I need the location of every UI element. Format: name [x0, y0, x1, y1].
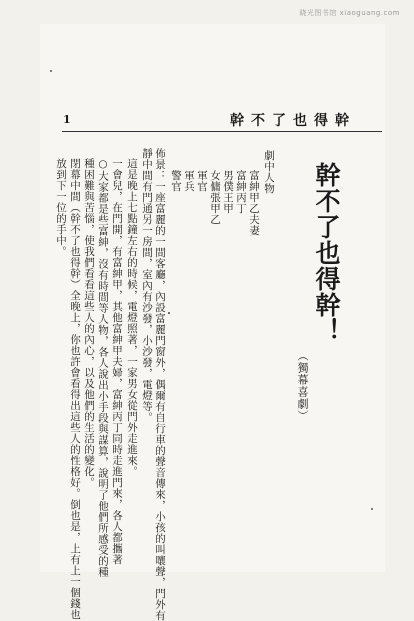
cast-heading: 劇中人物	[263, 150, 275, 194]
cast-item: 警官	[170, 170, 182, 192]
print-speck	[371, 508, 373, 510]
stage-direction-line: 放到下一位的手中。	[55, 158, 67, 257]
play-subtitle: （獨幕喜劇）	[296, 350, 309, 422]
cast-item: 富紳甲乙夫妻	[248, 170, 260, 236]
stage-direction-line: 一會兒，在門開，有富紳甲，其他富紳甲夫婦，富紳丙丁同時走進門來，各人都攜著	[111, 158, 123, 565]
cast-item: 軍官	[196, 170, 208, 192]
play-title: 幹不了也得幹！	[312, 162, 341, 344]
stage-direction-line: 種困難與苦惱，使我們看看這些人的內心，以及他們的生活的變化。	[83, 158, 95, 488]
stage-direction-line: 靜中間有門通另一房間，室內有沙發，小沙發，電燈等。	[141, 148, 153, 423]
print-speck	[50, 70, 52, 72]
header-rule	[62, 131, 382, 132]
cast-item: 女傭張甲乙	[209, 170, 221, 225]
page-number: 1	[63, 113, 71, 126]
watermark: 晓光图书馆 xiaoguang.com	[299, 9, 400, 17]
cast-item: 男僕王甲	[222, 170, 234, 214]
running-header: 幹不了也得幹	[230, 113, 356, 129]
stage-direction-line: ○大家都是些富紳，沒有時間等人物，各人說出小手段與謀算，說明了他們所感受的種	[97, 158, 109, 578]
stage-direction-line: 這是晚上七點鐘左右的時候，電燈照著，一家男女從門外走進來。	[126, 158, 138, 477]
stage-direction-line: 閉幕中間（幹不了也得幹）全晚上，你也許會看得出這些人的性格好。倒也是，上有上一個錢也	[69, 158, 81, 620]
print-speck	[168, 312, 170, 314]
cast-item: 富紳丙丁	[235, 170, 247, 214]
cast-item: 軍兵	[183, 170, 195, 192]
stage-direction-line: 佈景：一座富麗的一間客廳，內設富麗門窗外，偶爾有自行車的聲音傳來，小孩的叫嚷聲，門外有	[154, 148, 166, 621]
